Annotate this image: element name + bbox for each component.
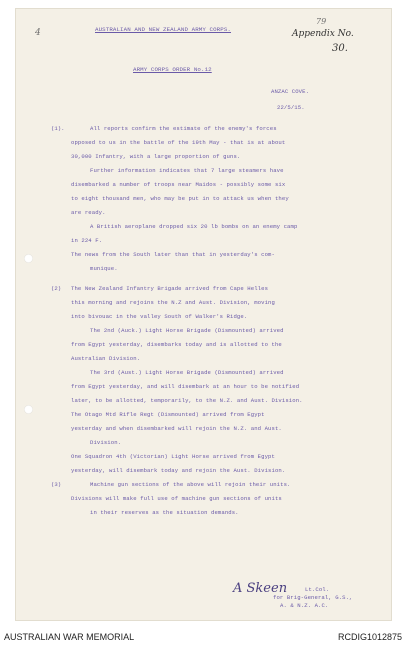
signature-rank: Lt.Col. (305, 586, 330, 593)
order-heading: ARMY CORPS ORDER No.12 (133, 66, 212, 73)
order-place: ANZAC COVE. (271, 88, 310, 95)
body-line: to eight thousand men, who may be put in to attack us when they (71, 195, 289, 202)
body-line: Division. (90, 439, 122, 446)
body-line: from Egypt yesterday, and will disembark at an hour to be notified (71, 383, 300, 390)
body-line: Australian Division. (71, 355, 141, 362)
punch-hole-top (24, 254, 33, 263)
body-line: Further information indicates that 7 large steamers have (90, 167, 284, 174)
body-line: The news from the South later than that in yesterday's com- (71, 251, 275, 258)
pencil-page-number: 4 (35, 28, 41, 38)
body-line: One Squadron 4th (Victorian) Light Horse arrived from Egypt (71, 453, 275, 460)
paragraph-number: (1). (51, 125, 65, 132)
body-line: The Otago Mtd Rifle Regt (Dismounted) arrived from Egypt (71, 411, 265, 418)
handwritten-signature: A Skeen (233, 581, 288, 596)
body-line: this morning and rejoins the N.Z and Aust. Division, moving (71, 299, 275, 306)
body-line: disembarked a number of troops near Maidos - possibly some six (71, 181, 286, 188)
signature-unit: A. & N.Z. A.C. (280, 602, 329, 609)
body-line: from Egypt yesterday, disembarks today and is allotted to the (71, 341, 282, 348)
signature-title: for Brig-General, G.S., (273, 594, 353, 601)
body-line: opposed to us in the battle of the 19th May - that is at about (71, 139, 286, 146)
document-page (15, 8, 392, 621)
body-line: yesterday and when disembarked will rejoin the N.Z. and Aust. (71, 425, 282, 432)
body-line: The 2nd (Auck.) Light Horse Brigade (Dismounted) arrived (90, 327, 284, 334)
body-line: in their reserves as the situation demands. (90, 509, 239, 516)
body-line: All reports confirm the estimate of the enemy's forces (90, 125, 277, 132)
body-line: munique. (90, 265, 118, 272)
body-line: Divisions will make full use of machine gun sections of units (71, 495, 282, 502)
appendix-label: Appendix No. (292, 29, 354, 39)
body-line: A British aeroplane dropped six 20 lb bombs on an enemy camp (90, 223, 298, 230)
appendix-number: 30. (332, 43, 348, 54)
paragraph-number: (2) (51, 285, 62, 292)
body-line: 30,000 Infantry, with a large proportion of guns. (71, 153, 241, 160)
body-line: later, to be allotted, temporarily, to the N.Z. and Aust. Division. (71, 397, 303, 404)
body-line: The New Zealand Infantry Brigade arrived from Cape Helles (71, 285, 269, 292)
footer-credit: AUSTRALIAN WAR MEMORIAL (4, 632, 135, 642)
body-line: are ready. (71, 209, 106, 216)
document-title: AUSTRALIAN AND NEW ZEALAND ARMY CORPS. (95, 26, 231, 33)
body-line: Machine gun sections of the above will rejoin their units. (90, 481, 291, 488)
body-line: The 3rd (Aust.) Light Horse Brigade (Dismounted) arrived (90, 369, 284, 376)
body-line: into bivouac in the valley South of Walker's Ridge. (71, 313, 248, 320)
stamp-number: 79 (316, 17, 327, 26)
body-line: yesterday, will disembark today and rejoin the Aust. Division. (71, 467, 286, 474)
footer-record-id: RCDIG1012875 (337, 632, 402, 642)
order-date: 22/5/15. (277, 104, 305, 111)
punch-hole-bottom (24, 405, 33, 414)
paragraph-number: (3) (51, 481, 62, 488)
body-line: in 224 F. (71, 237, 103, 244)
